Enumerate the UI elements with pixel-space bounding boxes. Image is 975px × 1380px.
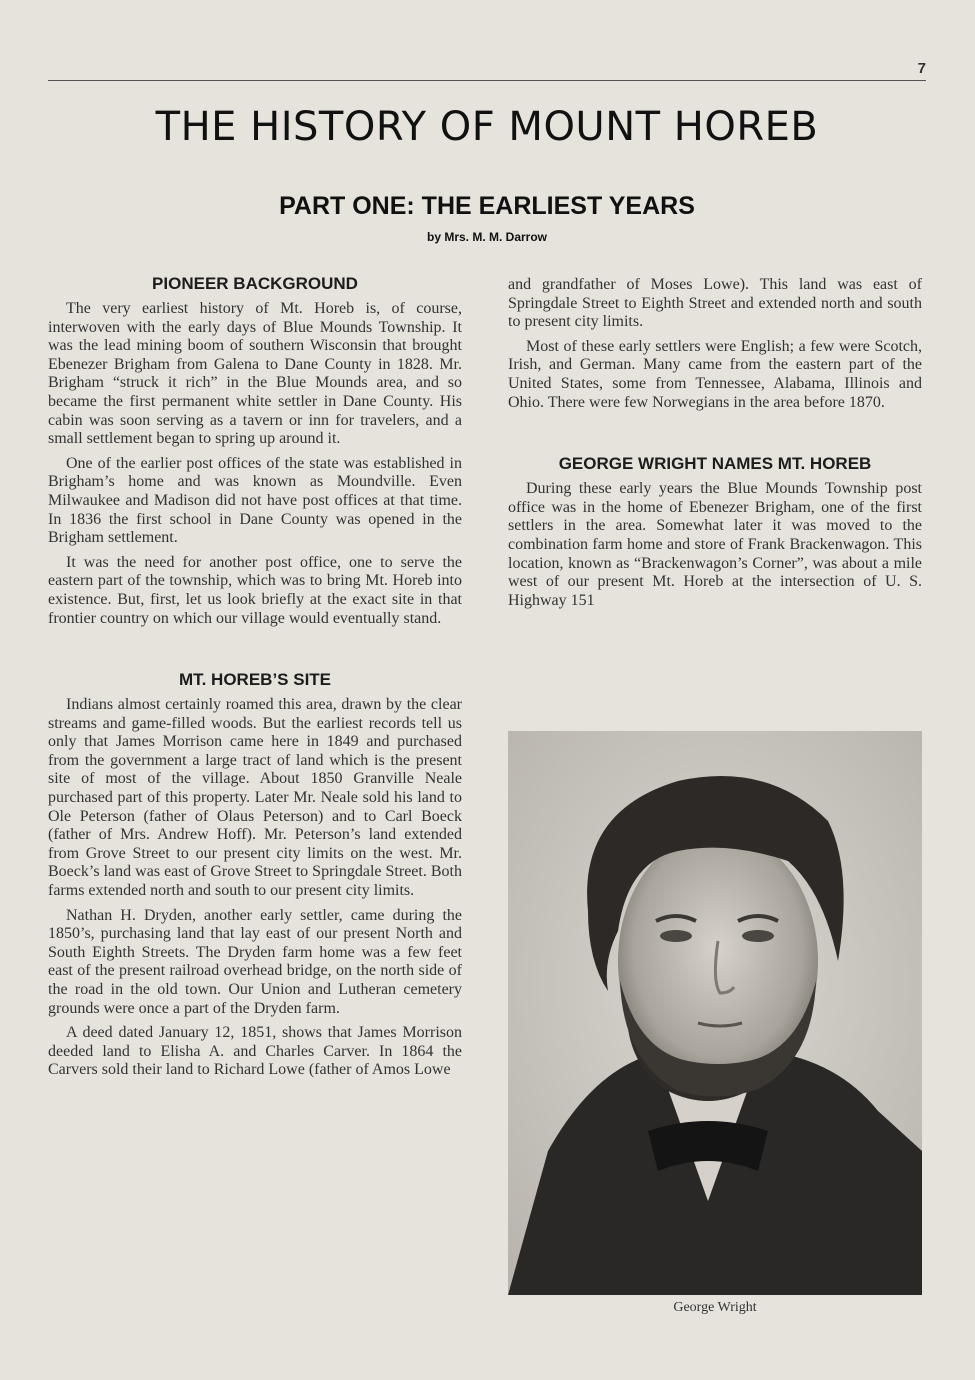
paragraph: One of the earlier post offices of the state was established in Brigham’s home and was known as Moundville. Even Milwaukee and Madison did not have post offices at that time. In 1836 the first school in Dane County was opened in the Brigham settlement. (48, 454, 462, 547)
section-heading-wright: GEORGE WRIGHT NAMES MT. HOREB (558, 454, 872, 474)
byline: by Mrs. M. M. Darrow (426, 230, 548, 244)
paragraph: It was the need for another post office, one to serve the eastern part of the township, which was to bring Mt. Horeb into existence. But, first, let us look briefly at the exact site in that frontier country on which our village would eventually stand. (48, 553, 462, 627)
paragraph: Nathan H. Dryden, another early settler, came during the 1850’s, purchasing land that lay east of our present North and South Eighth Streets. The Dryden farm home was a few feet east of the present railroad overhead bridge, on the north side of the road in the old town. Our Union and Lutheran cemetery grounds were once a part of the Dryden farm. (48, 906, 462, 1017)
section-heading-site: MT. HOREB’S SITE (178, 670, 332, 690)
portrait-image (508, 731, 922, 1295)
right-column (508, 276, 922, 616)
left-column (48, 274, 462, 1086)
paragraph: Most of these early settlers were English; a few were Scotch, Irish, and German. Many came from the eastern part of the United States, some from Tennessee, Alabama, Illinois and Ohio. There were few Norwegians in the area before 1870. (508, 337, 922, 411)
paragraph: and grandfather of Moses Lowe). This land was east of Springdale Street to Eighth Street and extended north and south to present city limits. (508, 276, 922, 331)
part-title: PART ONE: THE EARLIEST YEARS (279, 192, 695, 220)
page-number: 7 (917, 60, 926, 77)
photo-caption: George Wright (673, 1300, 757, 1315)
paragraph: During these early years the Blue Mounds Township post office was in the home of Ebenezer Brigham, one of the first settlers in the area. Somewhat later it was moved to the combination farm home and store of Frank Brackenwagon. This location, known as “Brackenwagon’s Corner”, was about a mile west of our present Mt. Horeb at the intersection of U. S. Highway 151 (508, 480, 922, 609)
paragraph: The very earliest history of Mt. Horeb is, of course, interwoven with the early days of Blue Mounds Township. It was the lead mining boom of southern Wisconsin that brought Ebenezer Brigham from Galena to Dane County in 1828. Mr. Brigham “struck it rich” in the Blue Mounds area, and so became the first permanent white settler in Dane County. His cabin was soon serving as a tavern or inn for travelers, and a small settlement began to spring up around it. (48, 300, 462, 448)
portrait-photo (508, 731, 922, 1295)
paragraph: Indians almost certainly roamed this area, drawn by the clear streams and game-filled woods. But the earliest records tell us only that James Morrison came here in 1849 and purchased from the government a large tract of land which is the present site of most of the village. About 1850 Granville Neale purchased part of this property. Later Mr. Neale sold his land to Ole Peterson (father of Olaus Peterson) and to Carl Boeck (father of Mrs. Andrew Hoff). Mr. Peterson’s land extended from Grove Street to our present city limits on the west. Mr. Boeck’s land was east of Grove Street to Springdale Street. Both farms extended north and south to our present city limits. (48, 696, 462, 900)
header-rule (48, 80, 926, 81)
section-heading-pioneer: PIONEER BACKGROUND (152, 274, 358, 293)
paragraph: A deed dated January 12, 1851, shows that James Morrison deeded land to Elisha A. and Charles Carver. In 1864 the Carvers sold their land to Richard Lowe (father of Amos Lowe (48, 1024, 462, 1079)
page-title: THE HISTORY OF MOUNT HOREB (155, 104, 819, 150)
